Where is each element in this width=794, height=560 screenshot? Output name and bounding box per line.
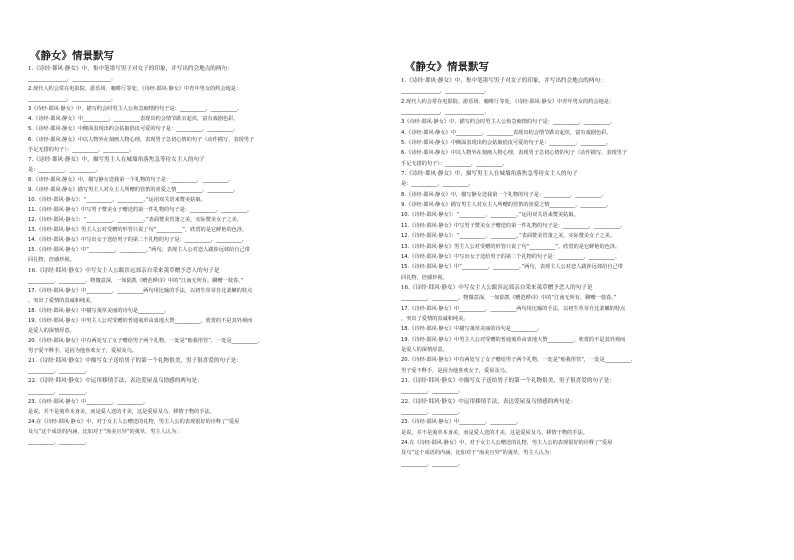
question-line: 7.《诗经·邶风·静女》中，描写男主人在城墙角落焦急等待女主人的句子 (28, 156, 205, 163)
question-line: 3《诗经·邶风·静女》中，描写约会时男主人公焦急痴情的句子是：__________，__________。 (28, 106, 243, 113)
question-line: 1.《诗经·邶风·静女》中，集中笔墨写男子对女子的印象，并写出约会地点的两句： (401, 78, 606, 84)
question-line: 6.《诗经·邶风·静女》中以人物外在刻画人物心理，表现男子急切心情的句子（动作描写，表现男子 (28, 136, 255, 143)
question-line: _______________，_______________。 (28, 76, 117, 83)
question-line: 男子爱不释手，是因为他喜欢女子，爱屋及乌。 (401, 367, 510, 374)
question-line: 13.《诗经·邶风·静女》男主人公对受赠的形管只说了句“__________”，欣赏的是它鲜艳的色泽。 (28, 227, 248, 234)
question-line: ，突出了爱情的真诚和纯美。 (401, 315, 469, 322)
question-line: 16.《诗经·邶风·静女》中写女主人公跋涉远郊亲自采来荑草赠予恋人的句子是 (28, 267, 220, 274)
question-line: 24.在《诗经·邶风·静女》中，对于女主人公赠送的礼物，男主人公的表现很好的诠释了“爱屋 (28, 418, 240, 425)
question-line: 21.《诗经·邶风·静女》中描写女子送给男子的第一个礼物很美，男子很喜爱的句子是： (401, 377, 615, 384)
question-line: 回礼物，倍感珍视。 (401, 274, 448, 281)
question-line: 16.《诗经·邶风·静女》中写女主人公跋涉远郊亲自采来荑草赠予恋人的句子是 (401, 284, 593, 291)
question-line: 10.《诗经·邶风·静女》：“__________，__________。”运用双关语来赞美姑娘。 (401, 212, 579, 219)
question-list (28, 64, 388, 447)
question-line: 是：__________，__________。 (28, 166, 101, 173)
question-line: 9.《诗经·邶风·静女》描写男主人对女主人所赠的管笛的喜爱之情__________，__________。 (28, 186, 239, 193)
question-line: __________，__________。 (401, 388, 464, 395)
question-line: ，突出了爱情的真诚和纯美。 (28, 297, 96, 304)
question-line: 10.《诗经·邶风·静女》：“__________，__________。”运用双关语来赞美姑娘。 (28, 197, 206, 204)
question-line: 20.《诗经·邶风·静女》中有两处写了女子赠给男子两个礼物，一处是“贻我彤管”，一处是__________， (401, 357, 636, 364)
question-line: 手足无措的句子）：__________，__________。 (401, 160, 508, 167)
question-line: __________，__________。 (401, 460, 464, 467)
question-line: __________，__________。 (401, 409, 464, 415)
worksheet-title: 《静女》情景默写 (30, 50, 114, 62)
question-line: 是说，并不是荑草本身美，而是爱人送的才美，这是爱屋及乌、移情于物的手法。 (28, 408, 215, 415)
question-line: 24.在《诗经·邶风·静女》中，对于女主人公赠送的礼物，男主人公的表现很好的诠释了“爱屋 (401, 440, 613, 447)
question-line: 14.《诗经·邶风·静女》中写出女子送给男子的第二个礼物的句子是：__________，__________。 (401, 253, 621, 260)
question-line: 17.《诗经·邶风·静女》中__________，__________两句用比喻的手法，以初生草芽自比柔嫩的特点 (28, 287, 253, 294)
question-line: 是：__________，__________。 (401, 181, 474, 188)
question-line: 22.《诗经·邶风·静女》中运用移情手法，表达爱屋及乌情感的两句是： (28, 378, 203, 385)
question-line: _______________，_______________。 (28, 96, 117, 103)
worksheet-page-right (397, 0, 794, 560)
question-line: 21.《诗经·邶风·静女》中描写女子送给男子的第一个礼物很美，男子很喜爱的句子是： (28, 358, 242, 365)
question-line: 12.《诗经·邶风·静女》：“__________，__________。”表面赞美管箫之美，实际赞美女子之美。 (401, 233, 616, 240)
question-line: 19.《诗经·邶风·静女》中男主人公对受赠的普通荑草由衷地大赞__________，欣赏的不是其外观而 (28, 317, 253, 324)
question-line: 5.《诗经·邶风·静女》中侧面表现出约会姑娘俏皮可爱的句子是：__________，__________。 (401, 140, 612, 147)
question-line: 7.《诗经·邶风·静女》中，描写男主人在城墙角落焦急等待女主人的句子 (401, 171, 578, 178)
question-line: 11.《诗经·邶风·静女》中写男子赞美女子赠送的第一件礼物的句子是：__________，__________。 (28, 207, 253, 214)
question-line: 9.《诗经·邶风·静女》描写男主人对女主人所赠的管笛的喜爱之情__________，__________。 (401, 202, 612, 209)
question-line: 4.《诗经·邶风·静女》中__________，__________表现出约会情节跌宕起伏，富有戏剧色彩。 (401, 129, 612, 136)
question-line: 是爱人的深情厚意。 (401, 346, 448, 353)
question-line: __________，__________。 (28, 438, 91, 445)
question-line: 8.《诗经·邶风·静女》中，描写静女送我第一个礼物的句子是：__________，__________。 (401, 191, 607, 198)
question-line: 12.《诗经·邶风·静女》：“__________，__________。”表面赞美管箫之美，实际赞美女子之美。 (28, 217, 243, 224)
question-line: 是爱人的深情厚意。 (28, 328, 75, 335)
worksheet-title: 《静女》情景默写 (405, 61, 489, 73)
question-line: 23.《诗经·邶风·静女》中__________，__________。 (28, 398, 149, 405)
question-line: 14.《诗经·邶风·静女》中写出女子送给男子的第二个礼物的句子是：__________，__________。 (28, 237, 248, 244)
question-line: 8.《诗经·邶风·静女》中，描写静女送我第一个礼物的句子是：__________，__________。 (28, 176, 234, 183)
question-line: _______________，_______________。 (401, 88, 490, 95)
question-line: 2.现代人约会常在电影院、游乐场、咖啡厅等处，《诗经·邶风·静女》中青年男女的约会地是： (28, 86, 242, 93)
question-line: 18.《诗经·邶风·静女》中描写荑草美丽的诗句是__________。 (28, 307, 170, 314)
question-line: __________，__________。 (28, 368, 91, 375)
question-line: __________，__________。 (28, 388, 91, 395)
question-line: 3《诗经·邶风·静女》中，描写约会时男主人公焦急痴情的句子是：__________，__________。 (401, 119, 616, 126)
question-line: 13.《诗经·邶风·静女》男主人公对受赠的形管只说了句“__________”，欣赏的是它鲜艳的色泽。 (401, 243, 621, 250)
question-line: 15.《诗经·邶风·静女》中“__________，__________。”两句，表现主人公对恋人跋涉远郊给自己带 (401, 264, 623, 271)
question-line: 是说，并不是荑草本身美，而是爱人送的才美，这是爱屋及乌、移情于物的手法。 (401, 429, 588, 436)
question-line: 6.《诗经·邶风·静女》中以人物外在刻画人物心理，表现男子急切心情的句子（动作描写，表现男子 (401, 150, 628, 157)
question-line: __________，__________。物微意深，一如陆凯《赠范晔诗》中的“江南无所有，聊赠一枝春。” (401, 295, 617, 302)
question-line: 20.《诗经·邶风·静女》中有两处写了女子赠给男子两个礼物，一处是“贻我彤管”，一处是__________， (28, 338, 263, 345)
question-line: 2.现代人约会常在电影院、游乐场、咖啡厅等处，《诗经·邶风·静女》中青年男女的约会地是： (401, 98, 615, 105)
question-line: 及乌”这个成语的内涵，比如对于“洵美且异”的荑草，男主人认为： (28, 428, 182, 435)
question-line: 及乌”这个成语的内涵，比如对于“洵美且异”的荑草，男主人认为： (401, 450, 555, 457)
question-line: 11.《诗经·邶风·静女》中写男子赞美女子赠送的第一件礼物的句子是：__________，__________。 (401, 222, 626, 229)
question-line: 17.《诗经·邶风·静女》中__________，__________两句用比喻的手法，以初生草芽自比柔嫩的特点 (401, 305, 626, 312)
question-line: 15.《诗经·邶风·静女》中“__________，__________。”两句，表现主人公对恋人跋涉远郊给自己带 (28, 247, 250, 254)
question-line: 手足无措的句子）：__________，__________。 (28, 146, 135, 153)
question-line: 1.《诗经·邶风·静女》中，集中笔墨写男子对女子的印象，并写出约会地点的两句： (28, 66, 233, 72)
question-line: 回礼物，倍感珍视。 (28, 257, 75, 264)
question-line: 5.《诗经·邶风·静女》中侧面表现出约会姑娘俏皮可爱的句子是：__________，__________。 (28, 126, 239, 133)
question-line: 19.《诗经·邶风·静女》中男主人公对受赠的普通荑草由衷地大赞__________，欣赏的不是其外观而 (401, 336, 626, 343)
question-line: 4.《诗经·邶风·静女》中__________，__________表现出约会情节跌宕起伏，富有戏剧色彩。 (28, 116, 239, 123)
question-line: 18.《诗经·邶风·静女》中描写荑草美丽的诗句是__________。 (401, 326, 543, 333)
question-line: 23.《诗经·邶风·静女》中__________，__________。 (401, 419, 522, 426)
question-list (401, 76, 789, 469)
question-line: _______________，_______________。 (401, 109, 490, 116)
question-line: 男子爱不释手，是因为他喜欢女子，爱屋及乌。 (28, 348, 137, 355)
question-line: 22.《诗经·邶风·静女》中运用移情手法，表达爱屋及乌情感的两句是： (401, 398, 576, 405)
question-line: __________，__________。物微意深，一如陆凯《赠范晔诗》中的“江南无所有，聊赠一枝春。” (28, 277, 244, 284)
